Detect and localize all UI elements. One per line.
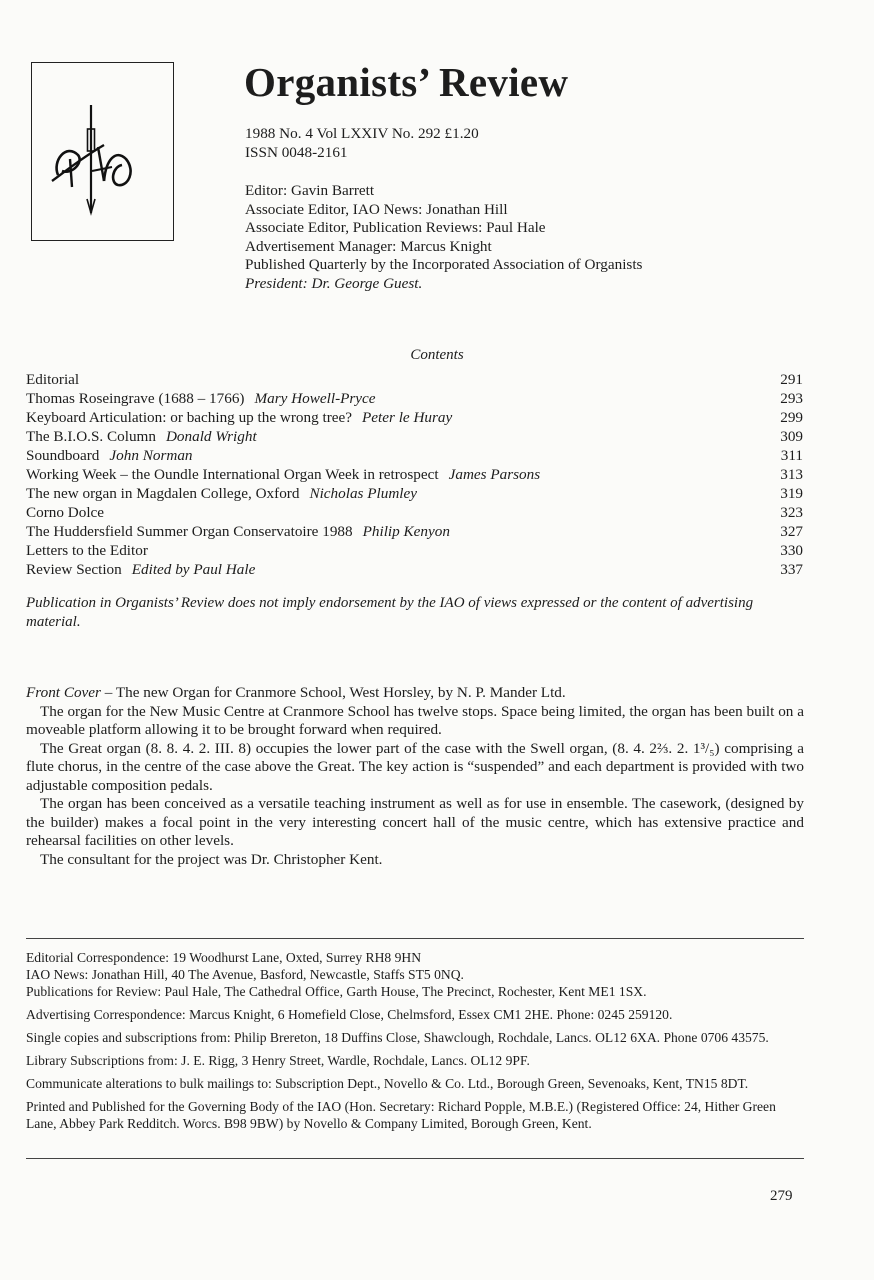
toc-title: Soundboard bbox=[26, 447, 100, 464]
toc-page-number: 309 bbox=[780, 428, 803, 445]
toc-entry bbox=[26, 408, 803, 427]
toc-entry-label bbox=[26, 446, 193, 465]
masthead-staff bbox=[245, 182, 642, 293]
toc-entry-label bbox=[26, 522, 450, 541]
toc-entry bbox=[26, 522, 803, 541]
president: President: Dr. George Guest. bbox=[245, 274, 423, 292]
toc-page-number: 330 bbox=[780, 542, 803, 559]
toc-entry bbox=[26, 389, 803, 408]
toc-author: Mary Howell-Pryce bbox=[254, 390, 376, 407]
toc-title: Letters to the Editor bbox=[26, 542, 148, 559]
publisher-line: Published Quarterly by the Incorporated Association of Organists bbox=[245, 256, 643, 273]
toc-author: Philip Kenyon bbox=[362, 523, 450, 540]
journal-title: Organists’ Review bbox=[244, 59, 569, 105]
toc-entry-label bbox=[26, 370, 79, 389]
toc-title: Editorial bbox=[26, 371, 80, 388]
toc-author: Donald Wright bbox=[165, 428, 257, 445]
advertisement-manager: Advertisement Manager: Marcus Knight bbox=[245, 237, 492, 255]
disclaimer: Publication in Organists’ Review does not imply endorsement by the IAO of views expressed or the content of advertising material. bbox=[26, 595, 754, 630]
toc-title: Review Section bbox=[26, 561, 122, 578]
toc-entry-label bbox=[26, 541, 148, 560]
toc-entry bbox=[26, 370, 803, 389]
toc-author: James Parsons bbox=[448, 466, 541, 483]
library-subscriptions: Library Subscriptions from: J. E. Rigg, 3 Henry Street, Wardle, Rochdale, Lancs. OL12 9PF. bbox=[26, 1053, 530, 1068]
cover-label: Front Cover bbox=[26, 684, 101, 701]
cover-paragraph: The consultant for the project was Dr. Christopher Kent. bbox=[40, 850, 383, 868]
contents-heading: Contents bbox=[410, 347, 464, 363]
cover-paragraph: The organ has been conceived as a versatile teaching instrument as well as for use in ensemble. The casework, (designed by the builder) makes a focal point in the very interesting concert hall of the music centre, which has extensive practice and rehearsal facilities on other levels. bbox=[26, 795, 804, 849]
toc-entry-label bbox=[26, 389, 376, 408]
toc-entry-label bbox=[26, 560, 255, 579]
toc-page-number: 319 bbox=[780, 485, 803, 502]
toc-author: John Norman bbox=[109, 447, 193, 464]
page-number: 279 bbox=[770, 1188, 793, 1204]
footer-top-rule bbox=[26, 938, 804, 939]
toc-page-number: 311 bbox=[780, 447, 803, 464]
toc-title: Thomas Roseingrave (1688 – 1766) bbox=[26, 390, 245, 407]
toc-entry bbox=[26, 465, 803, 484]
iao-monogram-icon bbox=[32, 63, 175, 242]
table-of-contents bbox=[26, 370, 803, 579]
toc-entry bbox=[26, 541, 803, 560]
issn: ISSN 0048-2161 bbox=[245, 143, 348, 161]
advertising-correspondence: Advertising Correspondence: Marcus Knight, 6 Homefield Close, Chelmsford, Essex CM1 2HE. Phone: 0245 259120. bbox=[26, 1007, 673, 1022]
toc-entry bbox=[26, 503, 803, 522]
toc-entry bbox=[26, 427, 803, 446]
toc-page-number: 299 bbox=[780, 409, 803, 426]
cover-paragraph: The Great organ (8. 8. 4. 2. III. 8) occupies the lower part of the case with the Swell organ, (8. 4. 2⅔. 2. 1³/₅) comprising a flute chorus, in the centre of the case above the Great. The key action is “suspended” and each department is provided with two adjustable composition pedals. bbox=[26, 739, 804, 794]
toc-page-number: 327 bbox=[780, 523, 803, 540]
toc-title: The new organ in Magdalen College, Oxford bbox=[26, 485, 300, 502]
editorial-correspondence: Editorial Correspondence: 19 Woodhurst Lane, Oxted, Surrey RH8 9HN bbox=[26, 950, 422, 965]
toc-title: Corno Dolce bbox=[26, 504, 105, 521]
footer-bottom-rule bbox=[26, 1158, 804, 1159]
cover-caption-text: – The new Organ for Cranmore School, West Horsley, by N. P. Mander Ltd. bbox=[100, 684, 566, 701]
toc-entry-label bbox=[26, 484, 417, 503]
toc-page-number: 323 bbox=[780, 504, 803, 521]
iao-logo bbox=[31, 62, 174, 241]
toc-entry bbox=[26, 560, 803, 579]
toc-entry bbox=[26, 446, 803, 465]
toc-title: The Huddersfield Summer Organ Conservatoire 1988 bbox=[26, 523, 353, 540]
bulk-mailings: Communicate alterations to bulk mailings to: Subscription Dept., Novello & Co. Ltd., Borough Green, Sevenoaks, Kent, TN15 8DT. bbox=[26, 1076, 749, 1091]
toc-author: Nicholas Plumley bbox=[309, 485, 418, 502]
toc-page-number: 313 bbox=[780, 466, 803, 483]
toc-author: Edited by Paul Hale bbox=[131, 561, 256, 578]
issue-info bbox=[245, 125, 479, 162]
toc-page-number: 293 bbox=[780, 390, 803, 407]
issue-line: 1988 No. 4 Vol LXXIV No. 292 £1.20 bbox=[245, 125, 479, 142]
cover-caption bbox=[26, 684, 804, 703]
publications-address: Publications for Review: Paul Hale, The Cathedral Office, Garth House, The Precinct, Rochester, Kent ME1 1SX. bbox=[26, 984, 647, 999]
iao-news-address: IAO News: Jonathan Hill, 40 The Avenue, Basford, Newcastle, Staffs ST5 0NQ. bbox=[26, 967, 464, 982]
front-cover-description bbox=[26, 684, 804, 869]
toc-title: The B.I.O.S. Column bbox=[26, 428, 156, 445]
toc-title: Working Week – the Oundle International Organ Week in retrospect bbox=[26, 466, 439, 483]
associate-editor-reviews: Associate Editor, Publication Reviews: Paul Hale bbox=[245, 219, 546, 236]
associate-editor-news: Associate Editor, IAO News: Jonathan Hill bbox=[245, 200, 508, 218]
toc-entry-label bbox=[26, 408, 452, 427]
printed-published: Printed and Published for the Governing Body of the IAO (Hon. Secretary: Richard Popple, M.B.E.) (Registered Office: 24, Hither Green Lane, Abbey Park Redditch. Worcs. B98 9BW) by Novello & Company Limited, Borough Green, Kent. bbox=[26, 1099, 776, 1131]
toc-page-number: 337 bbox=[780, 561, 803, 578]
toc-page-number: 291 bbox=[780, 371, 803, 388]
correspondence-footer bbox=[26, 949, 804, 1138]
toc-entry-label bbox=[26, 503, 104, 522]
toc-author: Peter le Huray bbox=[362, 409, 453, 426]
toc-title: Keyboard Articulation: or baching up the wrong tree? bbox=[26, 409, 353, 426]
toc-entry bbox=[26, 484, 803, 503]
cover-paragraph: The organ for the New Music Centre at Cranmore School has twelve stops. Space being limited, the organ has been built on a moveable platform allowing it to be brought forward when required. bbox=[26, 702, 804, 738]
toc-entry-label bbox=[26, 465, 540, 484]
toc-entry-label bbox=[26, 427, 257, 446]
single-copies: Single copies and subscriptions from: Philip Brereton, 18 Duffins Close, Shawclough, Rochdale, Lancs. OL12 6XA. Phone 0706 43575. bbox=[26, 1030, 769, 1045]
editor: Editor: Gavin Barrett bbox=[245, 182, 375, 199]
